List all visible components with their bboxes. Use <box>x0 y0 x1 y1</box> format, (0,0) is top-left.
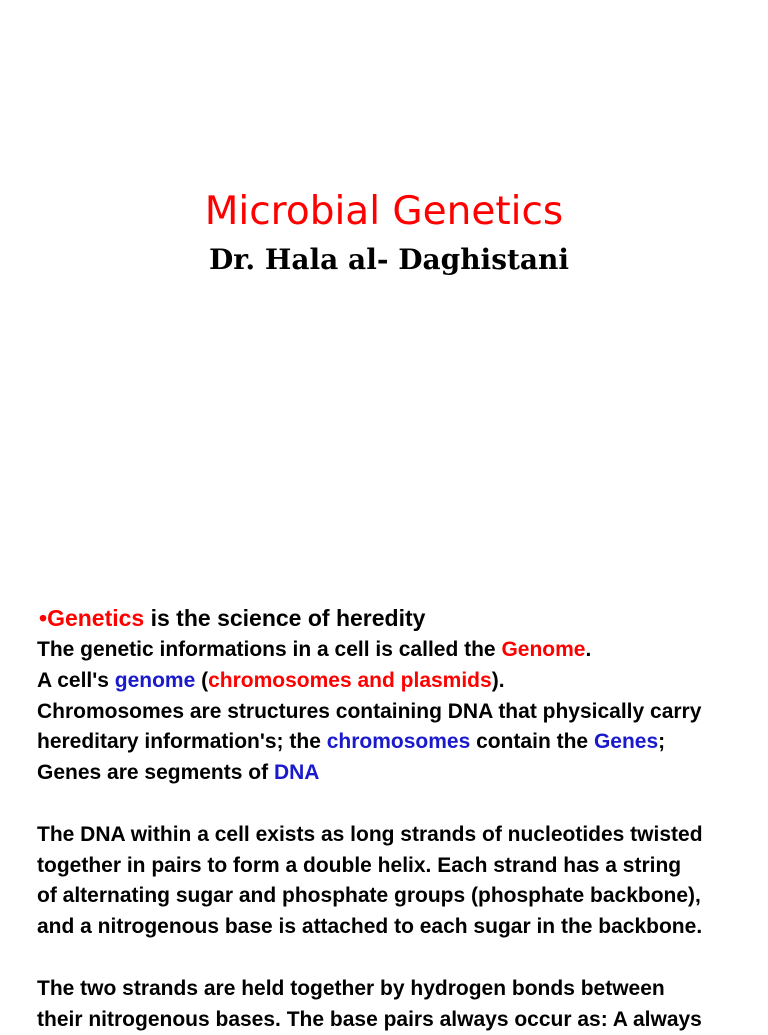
term-genetics: Genetics <box>47 605 145 631</box>
text-line: The DNA within a cell exists as long strands of nucleotides twisted <box>37 822 703 846</box>
term-dna: DNA <box>273 761 320 785</box>
text-span: The genetic informations in a cell is called the <box>37 638 502 661</box>
text-span: hereditary information's; the <box>37 730 327 754</box>
bullet-heading <box>39 601 752 635</box>
heading-rest: is the science of heredity <box>144 605 426 631</box>
term-genome-blue: genome <box>114 668 196 692</box>
bullet-icon: • <box>39 605 48 631</box>
text-span: . <box>585 638 592 661</box>
slide-title: Microbial Genetics <box>204 189 564 234</box>
text-line: of alternating sugar and phosphate groups (phosphate backbone), <box>37 884 701 908</box>
text-line: together in pairs to form a double helix. Each strand has a string <box>37 853 682 877</box>
text-span: ( <box>195 668 209 692</box>
term-genes: Genes <box>593 730 659 754</box>
text-line: Chromosomes are structures containing DNA that physically carry <box>37 699 702 723</box>
text-span: ). <box>491 668 505 692</box>
text-line <box>37 727 752 758</box>
text-span: Genes are segments of <box>37 761 274 785</box>
text-span: A cell's <box>37 668 115 692</box>
paragraph-spacer <box>37 789 752 820</box>
term-genome: Genome <box>501 638 586 661</box>
text-line <box>37 758 752 789</box>
text-line <box>37 666 752 697</box>
term-chromosomes: chromosomes <box>326 730 471 754</box>
text-line: and a nitrogenous base is attached to each sugar in the backbone. <box>37 915 703 939</box>
text-span: ; <box>658 730 666 754</box>
term-chromosomes-plasmids: chromosomes and plasmids <box>208 668 492 692</box>
slide-subtitle: Dr. Hala al- Daghistani <box>208 243 570 276</box>
text-line <box>37 635 752 666</box>
paragraph-spacer <box>37 943 752 974</box>
text-line: The two strands are held together by hydrogen bonds between <box>37 976 665 1000</box>
text-span: contain the <box>470 730 594 754</box>
text-line: their nitrogenous bases. The base pairs always occur as: A always <box>37 1007 702 1031</box>
slide-content <box>37 601 752 1035</box>
